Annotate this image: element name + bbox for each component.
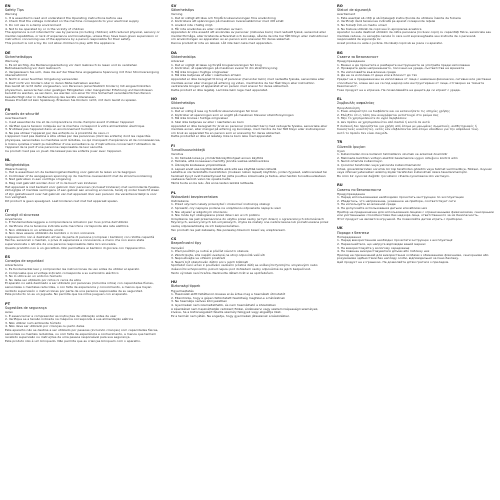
language-section (5, 209, 163, 251)
instruction-line: 1. Przed użyciem należy przeczytać i zrozumieć instrukcję obsługi (171, 202, 270, 207)
instruction-line: 3. Nepoužívejte ve vlhkém prostředí (171, 256, 226, 261)
language-section (337, 140, 495, 178)
instruction-line: Προειδοποίηση (337, 105, 360, 110)
language-section (337, 51, 495, 93)
instruction-line: Urządzenie nie jest przeznaczone do użytku przez osoby (w tym dzieci) o ograniczonych zdolnościach fizycznych, sensorycznych lub umysłowych, chyba że zostały one nadzorowane lub poinstruowane przez osobę odpowiedzialną za ich bezpieczeństwo. (171, 216, 329, 229)
instruction-line: 3. Nicht in einer feuchten Umgebung verwenden (5, 76, 79, 81)
instruction-line: Dette produktet er ikke et leketøy. Ikke la barn leke med apparatet. (171, 134, 273, 139)
language-section (171, 97, 329, 139)
column-2 (171, 4, 329, 496)
instruction-line: 1. Před použitím je nutné si přečíst návod k obsluze (171, 249, 249, 254)
instruction-line: Dieses Produkt ist kein Spielzeug. Erlauben Sie Kindern nicht, mit dem Gerät zu spielen. (5, 98, 138, 103)
instruction-line: 2. Kontrollera att spänningen på maskinen överensstämmer med ditt elnät (171, 19, 284, 24)
instruction-line: Прилад не призначений для використання особами з обмеженими фізичними, сенсорними або розумовими здібностями без нагляду особи, відповідальної за їхню безпеку. (337, 252, 489, 261)
instruction-line: L'appareil n'est pas destiné à être utilisé par des personnes (dont les enfants) dont les capacités physiques, sensorielles ou mentales sont réduites, ou qui manquent d'expérience et de connaissances, à moins qu'elles n'aient pu bénéficier d'une surveillance ou d'instructions concernant l'utilisation de l'appareil de la part d'une personne responsable de leur sécurité. (5, 134, 161, 150)
instruction-line: 4. Får inte användas av eller i närheten av barn (171, 26, 243, 31)
instruction-line: 4. Çocuklar tarafından veya yakınında kullanılmamalıdır (337, 163, 421, 167)
language-section (171, 4, 329, 46)
instruction-line: 1. On tärkeää lukea ja ymmärtää käyttöohjeet ennen käyttöä (171, 155, 264, 160)
instruction-line: 3. Nu folosiți într-un mediu umed (337, 23, 387, 28)
instruction-line: Spotřebič není určen k používání osobami (včetně dětí) se sníženými fyzickými, smyslovými nebo duševními schopnostmi, pokud nejsou pod dohledem osoby odpovědné za jejich bezpečnost. (171, 263, 318, 272)
column-1 (5, 4, 163, 496)
instruction-line: Tämä tuote ei ole lelu. Älä anna lasten leikkiä laitteella. (171, 180, 255, 185)
instruction-line: 4. Darf nicht von Kindern oder in deren Nähe betrieben werden (5, 80, 101, 85)
instruction-line: 2. Zkontrolujte, zda napětí uvedené na stroji odpovídá vaší síti (171, 252, 265, 257)
instruction-line: Предупреждение (337, 58, 365, 63)
instruction-line: Прибор не предназначен для использования лицами с ограниченными физическими, сенсорными или умственными способностями без надзора лица, ответственного за их безопасность. (337, 209, 494, 218)
instruction-line: Warnung (5, 58, 19, 63)
instruction-line: 2. Verificați dacă tensiunea indicată pe aparat corespunde rețelei (337, 19, 436, 24)
instruction-line: 4. Да не се използва от деца или в близост до тях (337, 73, 418, 78)
instruction-line: 3. Не використовуйте у вологому середовищі (337, 245, 410, 250)
instruction-line: Warning (5, 12, 18, 17)
instruction-line: 4. Ne pas utiliser l'appareil par des enfants ou à proximité de ceux-ci (5, 130, 109, 135)
language-section (5, 158, 163, 203)
instruction-line: Figyelmeztetés (171, 288, 194, 293)
instruction-line: Este producto no es un juguete. No permita que los niños jueguen con el aparato. (5, 292, 128, 297)
language-section (5, 51, 163, 103)
language-code: CS (171, 237, 177, 242)
instruction-line: Aviso (5, 310, 13, 315)
instruction-line: 2. Controleer of de aangegeven spanning op de machine overeenkomt met de stroomvoorziening (5, 173, 152, 178)
language-code: RU (337, 183, 343, 188)
instruction-line: 2. Vérifiez que la tension indiquée sur la machine correspond à votre alimentation électrique (5, 123, 145, 128)
instruction-line: Varning (171, 12, 183, 17)
instruction-line: Ez a termék nem játék. Ne engedje, hogy gyermekek játsszanak a készülékkel. (171, 313, 290, 318)
instruction-line: El aparato no está destinado a ser utilizado por personas (incluidos niños) con capacidades físicas, sensoriales o mentales reducidas, o con falta de experiencia y conocimiento, a menos que hayan recibido supervisión o instrucciones por parte de una persona responsable de su seguridad. (5, 281, 154, 293)
instruction-line: Advertencia (5, 263, 24, 268)
language-section (5, 4, 163, 46)
instruction-line: 3. Nie używać w wilgotnym otoczeniu (171, 209, 228, 214)
instruction-line: 4. Nesmí být obsluhován dětmi ani v jejich blízkosti (171, 259, 249, 264)
language-section (5, 255, 163, 297)
instruction-line: 1. Használat előtt feltétlenül olvassa el és értse meg a használati útmutatót (171, 292, 286, 297)
instruction-line: 3. Не используйте во влажной среде (337, 202, 396, 207)
instruction-line: 2. Check that the voltage indicated on the machine corresponds to your electrical supply (5, 19, 139, 24)
language-code: NL (5, 158, 11, 163)
language-code: PT (5, 301, 11, 306)
language-section (337, 97, 495, 135)
instruction-line: Avvertenza (5, 216, 22, 221)
language-code: NO (171, 97, 178, 102)
language-code: EN (5, 4, 11, 8)
instruction-line: Este aparelho não se destina a ser utilizado por pessoas (incluindo crianças) com capacidades físicas, sensoriais ou mentais reduzidas, ou com falta de experiência e conhecimento, a menos que tenham recebido supervisão ou instruções de uma pessoa responsável pela sua segurança. (5, 328, 159, 340)
section-title: Safety Tips (5, 8, 24, 13)
instruction-line: 1. Важно е да прочетете и разберете инструкциите за употреба преди използване (337, 62, 470, 67)
instruction-line: 2. Проверете дали напрежението, посочено на уреда, съответства на мрежата (337, 66, 465, 71)
instruction-line: 4. Må ikke betjenes af eller i nærheden af børn (171, 73, 242, 78)
instruction-line: 4. Не повинен використовуватися дітьми або поблизу них (337, 249, 430, 254)
instruction-line: Dit product is geen speelgoed. Laat kinderen niet met het apparaat spelen. (5, 198, 119, 203)
instruction-line: 1. Kullanmadan önce kullanım talimatlarını okumak ve anlamak önemlidir (337, 152, 448, 157)
instruction-line: 3. Använd inte i fuktig miljö (171, 23, 213, 28)
instruction-line: Cihaz, güvenliklerinden sorumlu bir kişi tarafından gözetim veya talimat verilmedikçe, fiziksel, duyusal veya zihinsel yetenekleri azalmış kişiler tarafından kullanılmak üzere tasarlanmamıştır. (337, 166, 492, 175)
instruction-line: Попередження (337, 234, 361, 239)
instruction-line: 2. Ελέγξτε ότι η τάση που αναγράφεται αντιστοιχεί στο ρεύμα σας (337, 112, 439, 117)
instruction-line: 4. Δεν πρέπει να χρησιμοποιείται από παιδιά ή κοντά σε αυτά (337, 119, 430, 124)
language-code: BG (337, 50, 343, 55)
instruction-line: 3. No lo utilice en un entorno húmedo (5, 274, 62, 279)
instruction-line: Het apparaat is niet bedoeld voor gebruik door personen (inclusief kinderen) met verminderde fysieke, zintuiglijke of mentale vermogens of een gebrek aan ervaring en kennis, tenzij zij onder toezicht staan of zijn geïnstrueerd over het gebruik van het apparaat door een persoon die verantwoordelijk is voor hun veiligheid. (5, 184, 160, 200)
language-code: IT (5, 208, 9, 213)
language-section (337, 183, 495, 221)
instruction-line: Dette produkt er ikke legetøj. Lad ikke børn lege med apparatet. (171, 87, 268, 92)
instruction-line: Този продукт не е играчка. Не позволявайте на децата да си играят с уреда. (337, 87, 461, 92)
section-title: Sfaturi de siguranță (337, 8, 371, 13)
language-code: SV (171, 4, 177, 8)
instruction-line: 3. Må ikke bruges i fugtige omgivelser (171, 69, 229, 74)
instruction-line: 3. Niet gebruiken in een vochtige omgeving (5, 177, 71, 182)
section-title: Sikkerhetstips (171, 101, 195, 106)
language-section (171, 280, 329, 318)
language-code: EL (337, 97, 342, 102)
language-section (5, 108, 163, 153)
instruction-line: Advarsel (171, 58, 184, 63)
instruction-line: 3. Non utilizzare in un ambiente umido (5, 227, 64, 232)
instruction-line: Ce produit n'est pas un jouet. Ne laissez pas les enfants jouer avec l'appareil. (5, 148, 122, 153)
section-title: Sikkerhedstips (171, 54, 196, 59)
column-3 (337, 4, 495, 496)
instruction-line: 4. Gyermekek nem üzemeltethetik, és nem használható a közelükben (171, 302, 276, 307)
instruction-line: 3. Не използвайте във влажна среда (337, 69, 396, 74)
instruction-line: 2. Verificare che la tensione indicata sulla macchina corrisponda alla rete elettrica (5, 224, 129, 229)
instruction-line: Laitetta ei ole tarkoitettu henkilöiden (mukaan lukien lapset) käyttöön, joiden fyysiset, aistinvaraiset tai henkiset kyvyt ovat heikentyneet tai joilta puuttuu kokemusta ja tietoa, ellei heidän turvallisuudestaan vastaava henkilö valvo tai opasta heitä. (171, 170, 327, 182)
instruction-line: 4. No debe ser utilizado por niños ni cerca de ellos (5, 277, 81, 282)
instruction-line: Das Gerät ist nicht dafür vorgesehen, von Personen (einschließlich Kindern) mit eingeschränkten physischen, sensorischen oder geistigen Fähigkeiten oder mangelnder Erfahrung und Kenntnissen benutzt zu werden, es sei denn, sie werden von einer für ihre Sicherheit verantwortlichen Person beaufsichtigt oder in die Benutzung des Geräts unterwiesen. (5, 84, 153, 99)
language-code: ES (5, 255, 11, 260)
instruction-line: 3. Μην το χρησιμοποιείτε σε υγρό περιβάλλον (337, 116, 407, 121)
instruction-line: 3. Ne használja nedves környezetben (171, 299, 228, 304)
section-title: Biztonsági tippek (171, 284, 201, 289)
section-title: Sugestões de segurança (5, 306, 47, 311)
instruction-line: 1. Det er vigtigt at læse og forstå brugsanvisningen før brug (171, 62, 262, 67)
instruction-line: Apparatet er ikke beregnet til brug af personer (herunder børn) med nedsatte fysiske, sensoriske eller mentale evner eller mangel på erfaring og viden, medmindre de har fået tilsyn eller instruktion vedrørende brugen af apparatet af en person med ansvar for deres sikkerhed. (171, 76, 325, 89)
instruction-line: 1. It is essential to read and understand the Operating instructions before use (5, 15, 123, 20)
language-code: TR (337, 140, 343, 145)
instruction-line: The appliance is not intended for use by persons (including children) with reduced physical, sensory or mental capabilities, or lack of experience and knowledge, unless they have been given supervision or instruction concerning use of the appliance by a person responsible for their safety. (5, 30, 160, 42)
language-code: FI (171, 143, 175, 148)
instruction-line: 1. Είναι απαραίτητο να διαβάσετε και να κατανοήσετε τις οδηγίες χρήσης (337, 109, 451, 114)
instruction-line: 2. Verifique se a tensão indicada na máquina corresponde à sua alimentação elétrica (5, 317, 134, 322)
instruction-line: 3. Må ikke brukes i fuktige omgivelser (171, 116, 229, 121)
language-code: DE (5, 50, 11, 55)
instruction-line: Tento výrobek není hračka. Nedovolte dětem hrát si se spotřebičem. (171, 270, 274, 275)
instruction-line: Uyarı (337, 148, 345, 153)
instruction-line: Apparatet er ikke beregnet for bruk av personer (inkludert barn) med reduserte fysiske, sensoriske eller mentale evner, eller mangel på erfaring og kunnskap, med mindre de har fått tilsyn eller instruksjoner om bruk av apparatet fra en person som er ansvarlig for deres sikkerhet. (171, 123, 328, 135)
language-code: UK (337, 226, 343, 231)
instruction-line: Varoitus (171, 152, 184, 157)
instruction-line: Questo prodotto non è un giocattolo. Non permettere ai bambini di giocare con l'apparecchio. (5, 245, 146, 250)
instruction-line: L'apparecchio non è destinato all'uso da parte di persone (compresi i bambini) con ridotte capacità fisiche, sensoriali o mentali, o prive di esperienza e conoscenza, a meno che non siano state supervisionate o istruite da una persona responsabile della loro sicurezza. (5, 234, 155, 246)
instruction-line: 1. Este esențial să citiți și să înțelegeți instrucțiunile de utilizare înainte de folosire (337, 15, 461, 20)
section-title: Sicherheitstipps (5, 54, 33, 59)
section-title: Consigli di sicurezza (5, 212, 40, 217)
instruction-line: 2. Ellenőrizze, hogy a gépen feltüntetett feszültség megfelel-e a hálózatnak (171, 295, 285, 300)
instruction-line: Avertissement (5, 116, 27, 121)
instruction-line: Apparaten är inte avsedd att användas av personer (inklusive barn) med nedsatt fysisk, sensorisk eller mental förmåga, eller bristande erfarenhet och kunskap, såvida de inte har fått tillsyn eller instruktioner om användningen av apparaten av en person som ansvarar för deras säkerhet. (171, 30, 328, 42)
instruction-line: 4. Skal ikke betjenes av eller i nærheten av barn (171, 119, 244, 124)
section-title: Güvenlik İpuçları (337, 144, 366, 149)
instruction-line: Bu ürün bir oyuncak değildir. Çocukların cihazla oynamasına izin vermeyin. (337, 173, 450, 178)
instruction-line: 4. Nie może być obsługiwane przez dzieci ani w ich pobliżu (171, 213, 260, 218)
instruction-line: Цей продукт не є іграшкою. Не дозволяйте дітям гратися з приладом. (337, 259, 450, 264)
section-title: Поради з безпеки (337, 230, 369, 235)
instruction-line: 4. Не допускайте использования детьми или вблизи них (337, 206, 428, 211)
instruction-line: This product is not a toy. Do not allow children to play with the appliance (5, 41, 115, 46)
instruction-line: 2. Kontroller at spenningen som er angitt på maskinen tilsvarer strømforsyningen (171, 112, 294, 117)
section-title: Turvallisuusvinkkejä (171, 148, 205, 153)
instruction-line: Αυτό το προϊόν δεν είναι παιχνίδι. (337, 130, 389, 135)
language-section (171, 51, 329, 93)
instruction-line: 3. Não utilizar num ambiente húmido (5, 320, 62, 325)
instruction-line: 2. Sprawdź, czy napięcie podane na urządzeniu odpowiada napięciu sieci (171, 206, 282, 211)
instruction-line: 1. Es ist wichtig, die Bedienungsanleitung vor dem Gebrauch zu lesen und zu verstehen Betriebsanleitung vor dem Gebrauch (5, 62, 138, 71)
section-title: Советы по безопасности (337, 187, 382, 192)
instruction-line: Aparatul nu este destinat utilizării de către persoane (inclusiv copii) cu capacități fizice, senzoriale sau mentale reduse, cu excepția cazului în care sunt supravegheate sau instruite de o persoană responsabilă de siguranța lor. (337, 30, 492, 42)
instruction-line: 4. Mag niet gebruikt worden door of in de buurt van kinderen (5, 180, 98, 185)
instruction-line: A készüléket nem használhatják csökkent fizikai, érzékszervi vagy szellemi képességű személyek, kivéve, ha a biztonságukért felelős személy felügyeli vagy eligazítja őket. (171, 306, 319, 315)
instruction-line: Уредът не е предназначен за използване от лица с намалени физически, сетивни или умствени способности, освен ако не са под надзор или инструктирани от лице, отговорно за тяхната безопасност. (337, 76, 492, 89)
section-title: Bezpečnostní tipy (171, 241, 202, 246)
instruction-line: 3. Älä käytä kosteassa ympäristössä (171, 163, 226, 167)
instruction-line: 1. Il est essentiel de lire et de comprendre le mode d'emploi avant d'utiliser l'appareil (5, 119, 134, 124)
instruction-line: 1. Det er viktig å lese og forstå bruksanvisningen før bruk (171, 109, 258, 114)
language-section (171, 237, 329, 275)
instruction-line: 1. Het is essentieel om de bedieningshandleiding voor gebruik te lezen en te begrijpen (5, 170, 136, 175)
language-code: PL (171, 190, 176, 195)
instruction-line: 2. Makinede belirtilen voltajın elektrik beslemenize uygun olduğunu kontrol edin (337, 155, 458, 160)
instruction-line: Этот продукт не является игрушкой. Не позволяйте детям играть с прибором. (337, 216, 463, 221)
instruction-line: Acest produs nu este o jucărie. Nu lăsați copiii să se joace cu aparatul. (337, 41, 444, 46)
instruction-line: 2. Kontroller, at spændingen på maskinen svarer til din strømforsyning (171, 66, 278, 71)
language-code: FR (5, 108, 11, 113)
instruction-line: Avertisment (337, 12, 356, 17)
instruction-line: 4. Not to be operated by or in the vicinity of children (5, 26, 85, 31)
instruction-line: 2. Compruebe que el voltaje indicado corresponde a su suministro eléctrico (5, 270, 119, 275)
language-section (171, 191, 329, 233)
instruction-line: 4. Não deve ser utilizado por crianças ou perto delas (5, 324, 85, 329)
section-title: Συμβουλές ασφαλείας (337, 101, 375, 106)
section-title: Wskazówki bezpieczeństwa (171, 194, 218, 199)
instruction-line: 1. È fondamentale leggere e comprendere le istruzioni per l'uso prima dell'utilizzo (5, 220, 129, 225)
instruction-line: 3. N'utilisez pas l'appareil dans un environnement humide (5, 127, 93, 132)
instruction-line: 4. Non deve essere utilizzato da bambini o in loro vicinanza (5, 231, 95, 236)
instruction-line: Ostrzeżenie (171, 198, 189, 203)
instruction-line: 3. Nemli ortamda kullanmayın (337, 159, 383, 164)
instruction-line: 4. Nu trebuie utilizat de copii sau în apropierea acestora (337, 26, 422, 31)
instruction-line: 2. Переконайтеся, що напруга відповідає вашій мережі (337, 241, 426, 246)
instruction-line: 1. Перед использованием необходимо прочитать инструкцию по эксплуатации (337, 195, 464, 200)
section-title: Съвети за безопасност (337, 54, 379, 59)
language-code: HU (171, 280, 177, 285)
language-section (337, 226, 495, 264)
instruction-line: 1. Det är viktigt att läsa och förstå bruksanvisningen före användning (171, 15, 276, 20)
language-section (337, 4, 495, 46)
instruction-line: Η συσκευή δεν προορίζεται για χρήση από άτομα με μειωμένες σωματικές, αισθητηριακές ή διανοητικές ικανότητες, εκτός εάν επιβλέπονται από άτομο υπεύθυνο για την ασφάλειά τους. (337, 123, 480, 132)
section-title: Conseils de sécurité (5, 112, 40, 117)
instruction-line: Предупреждение (337, 191, 365, 196)
language-section (5, 302, 163, 344)
instruction-line: 2. Vergewissern Sie sich, dass die auf der Maschine angegebene Spannung mit Ihrer Stromversorgung übereinstimmt (5, 69, 159, 78)
section-title: Consejos de seguridad (5, 259, 44, 264)
instruction-line: 2. Убедитесь, что напряжение, указанное на приборе, соответствует сети (337, 198, 456, 203)
instruction-line: Varování (171, 245, 185, 250)
instruction-line: 1. Перед використанням необхідно прочитати інструкцію з експлуатації (337, 238, 453, 243)
instruction-line: Este produto não é um brinquedo. Não permita que as crianças brinquem com o aparelho. (5, 338, 141, 343)
instruction-line: 2. Tarkista, että koneeseen merkitty jännite vastaa sähköverkkoa (171, 159, 270, 164)
language-section (171, 144, 329, 186)
instruction-line: 1. Es fundamental leer y comprender las instrucciones de uso antes de utilizar el aparato (5, 267, 140, 272)
section-title: Säkerhetstips (171, 8, 195, 13)
instruction-line: 3. Do not use in a damp environment (5, 23, 62, 28)
instruction-line: Ten produkt nie jest zabawką. Nie pozwalaj dzieciom bawić się urządzeniem. (171, 227, 287, 232)
language-code: RO (337, 4, 343, 8)
instruction-line: Denna produkt är inte en leksak. Låt inte barn leka med apparaten. (171, 41, 273, 46)
section-title: Veiligheidstips (5, 162, 30, 167)
instruction-line: Waarschuwing (5, 166, 27, 171)
instruction-line: Advarsel (171, 105, 184, 110)
instruction-line: 4. Lapset eivät saa käyttää laitetta eikä sitä saa käyttää lasten lähellä (171, 166, 277, 171)
instruction-line: 1. É essencial ler e compreender as instruções de utilização antes de usar (5, 313, 117, 318)
language-code: DA (171, 50, 177, 55)
